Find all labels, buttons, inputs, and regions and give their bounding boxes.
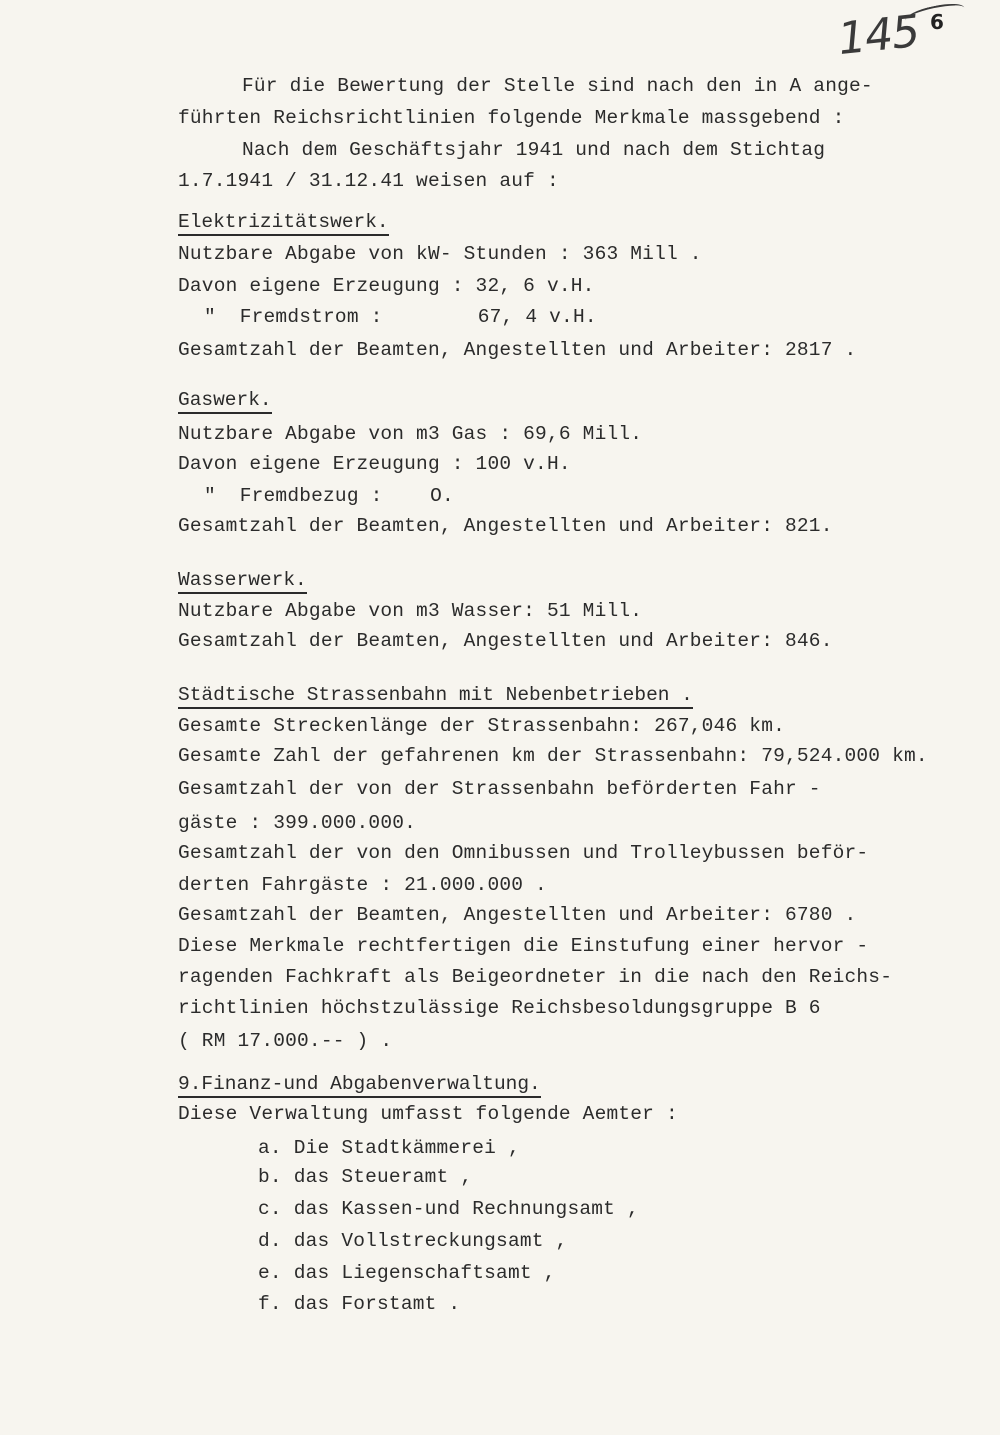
gaswerk-line-1: Nutzbare Abgabe von m3 Gas : 69,6 Mill. [178,423,643,445]
intro-line-2: führten Reichsrichtlinien folgende Merkmale massgebend : [178,107,845,129]
elektrizitaetswerk-line-3: " Fremdstrom : 67, 4 v.H. [204,306,597,328]
wasserwerk-line-2: Gesamtzahl der Beamten, Angestellten und Arbeiter: 846. [178,630,833,652]
page-number: 6 [930,10,944,34]
strassenbahn-line-4: gäste : 399.000.000. [178,812,417,834]
strassenbahn-line-3: Gesamtzahl der von der Strassenbahn beförderten Fahr - [178,778,821,800]
strassenbahn-line-9: ragenden Fachkraft als Beigeordneter in die nach den Reichs- [178,966,893,988]
elektrizitaetswerk-line-2: Davon eigene Erzeugung : 32, 6 v.H. [178,275,595,297]
strassenbahn-line-5: Gesamtzahl der von den Omnibussen und Trolleybussen beför- [178,842,869,864]
handwritten-folio-number: 145 [835,5,922,66]
gaswerk-line-2: Davon eigene Erzeugung : 100 v.H. [178,453,571,475]
strassenbahn-line-1: Gesamte Streckenlänge der Strassenbahn: 267,046 km. [178,715,785,737]
section-heading-strassenbahn: Städtische Strassenbahn mit Nebenbetrieben . [178,684,693,709]
section-heading-gaswerk: Gaswerk. [178,389,272,414]
finanz-list-item: e. das Liegenschaftsamt , [258,1262,556,1284]
strassenbahn-line-11: ( RM 17.000.-- ) . [178,1030,393,1052]
section-heading-wasserwerk: Wasserwerk. [178,569,307,594]
finanz-line-1: Diese Verwaltung umfasst folgende Aemter : [178,1103,678,1125]
strassenbahn-line-7: Gesamtzahl der Beamten, Angestellten und Arbeiter: 6780 . [178,904,857,926]
wasserwerk-line-1: Nutzbare Abgabe von m3 Wasser: 51 Mill. [178,600,643,622]
elektrizitaetswerk-line-1: Nutzbare Abgabe von kW- Stunden : 363 Mill . [178,243,702,265]
section-heading-elektrizitaetswerk: Elektrizitätswerk. [178,211,389,236]
finanz-list-item: a. Die Stadtkämmerei , [258,1137,520,1159]
gaswerk-line-3: " Fremdbezug : O. [204,485,454,507]
elektrizitaetswerk-line-4: Gesamtzahl der Beamten, Angestellten und Arbeiter: 2817 . [178,339,857,361]
strassenbahn-line-2: Gesamte Zahl der gefahrenen km der Strassenbahn: 79,524.000 km. [178,745,928,767]
intro-line-3: Nach dem Geschäftsjahr 1941 und nach dem Stichtag [242,139,826,161]
strassenbahn-line-10: richtlinien höchstzulässige Reichsbesoldungsgruppe B 6 [178,997,821,1019]
section-heading-finanz: 9.Finanz-und Abgabenverwaltung. [178,1073,541,1098]
strassenbahn-line-8: Diese Merkmale rechtfertigen die Einstufung einer hervor - [178,935,869,957]
finanz-list-item: c. das Kassen-und Rechnungsamt , [258,1198,639,1220]
intro-line-4: 1.7.1941 / 31.12.41 weisen auf : [178,170,559,192]
finanz-list-item: f. das Forstamt . [258,1293,461,1315]
strassenbahn-line-6: derten Fahrgäste : 21.000.000 . [178,874,547,896]
gaswerk-line-4: Gesamtzahl der Beamten, Angestellten und Arbeiter: 821. [178,515,833,537]
intro-line-1: Für die Bewertung der Stelle sind nach den in A ange- [242,75,873,97]
finanz-list-item: b. das Steueramt , [258,1166,473,1188]
finanz-list-item: d. das Vollstreckungsamt , [258,1230,568,1252]
